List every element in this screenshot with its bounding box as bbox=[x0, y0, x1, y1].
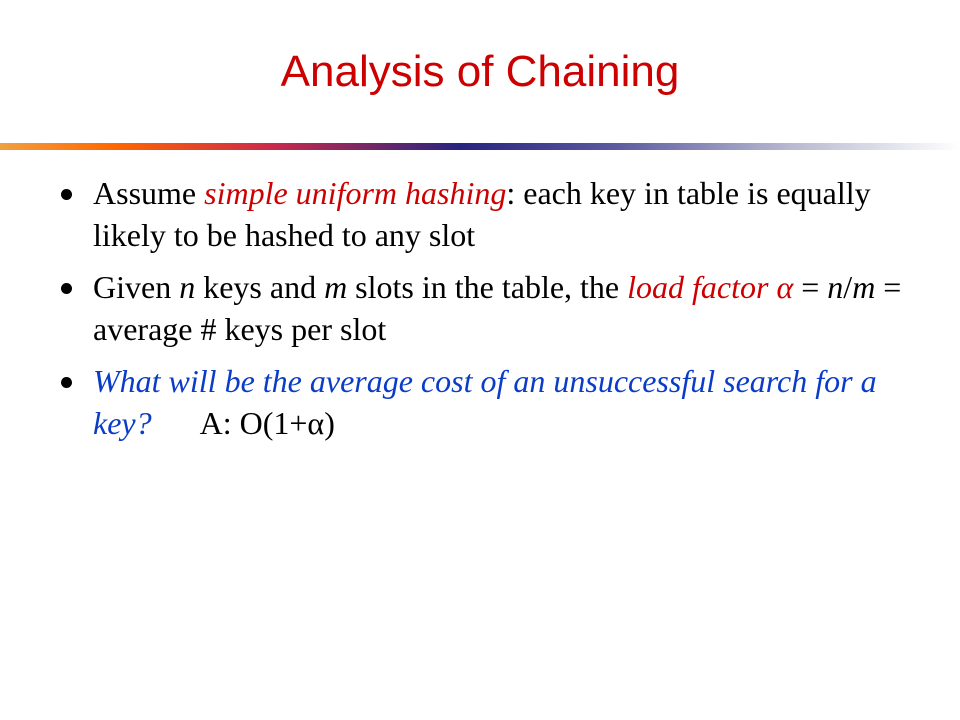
bullet-item-question bbox=[60, 360, 940, 444]
slide-title: Analysis of Chaining bbox=[280, 47, 680, 96]
bullet-list bbox=[60, 172, 940, 454]
bullet-dot-icon bbox=[61, 377, 72, 388]
bullet-text: Given bbox=[93, 269, 180, 305]
bullet-text: Assume bbox=[93, 175, 205, 211]
bullet-dot-icon bbox=[61, 189, 72, 200]
question-text: What will be the average cost of an unsuccessful search for a key? bbox=[93, 363, 877, 441]
bullet-text: keys and bbox=[195, 269, 325, 305]
alpha-symbol: α bbox=[307, 405, 325, 441]
bullet-item-simple-uniform-hashing bbox=[60, 172, 940, 256]
bullet-dot-icon bbox=[61, 283, 72, 294]
alpha-symbol: α bbox=[776, 269, 794, 305]
bullet-text: / bbox=[843, 269, 853, 305]
variable-n: n bbox=[827, 269, 844, 305]
variable-m: m bbox=[324, 269, 348, 305]
answer-text: A: O(1+ bbox=[199, 405, 308, 441]
bullet-text: slots in the table, the bbox=[347, 269, 628, 305]
bullet-item-load-factor bbox=[60, 266, 940, 350]
emphasis-term: load factor bbox=[627, 269, 777, 305]
emphasis-term: simple uniform hashing bbox=[204, 175, 507, 211]
title-gradient-rule bbox=[0, 143, 960, 150]
bullet-text: : each key in table is equally likely to be hashed to any slot bbox=[93, 175, 871, 253]
answer-text: ) bbox=[324, 405, 335, 441]
bullet-text: = average # keys per slot bbox=[93, 269, 902, 347]
variable-n: n bbox=[179, 269, 196, 305]
bullet-text: = bbox=[793, 269, 828, 305]
variable-m: m bbox=[852, 269, 876, 305]
